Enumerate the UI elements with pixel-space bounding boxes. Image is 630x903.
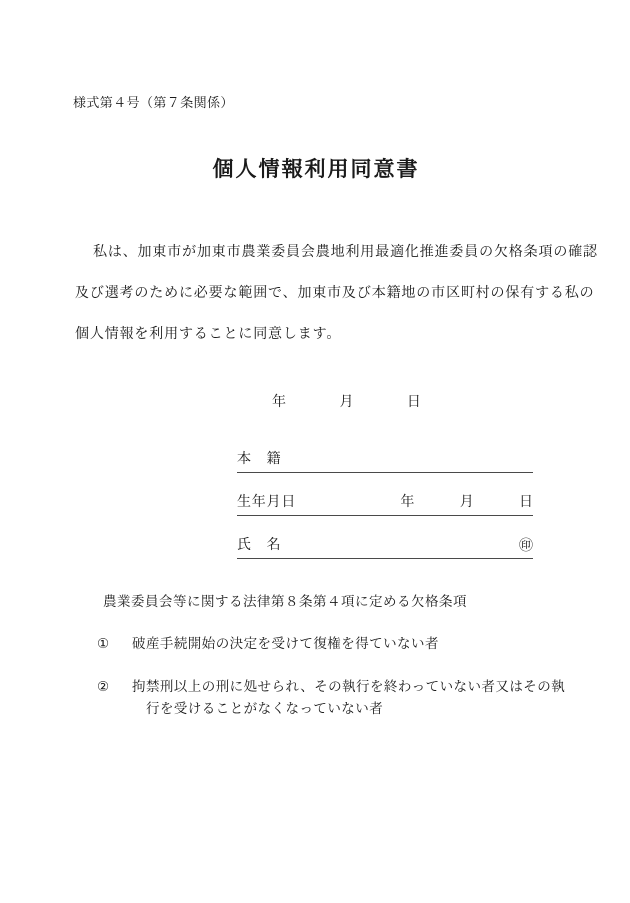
date-year-label: 年: [272, 395, 287, 410]
consent-paragraph-line-3: 個人情報を利用することに同意します。: [75, 327, 342, 342]
form-number: 様式第４号（第７条関係）: [73, 95, 234, 110]
clause-item-text-continued: 行を受けることがなくなっていない者: [146, 701, 384, 716]
signature-date-line: [272, 392, 422, 414]
name-field[interactable]: [237, 518, 533, 559]
clause-item-text: 拘禁刑以上の刑に処せられ、その執行を終わっていない者又はその執: [132, 679, 566, 694]
clause-item-text: 破産手続開始の決定を受けて復権を得ていない者: [132, 636, 439, 651]
clause-item: [75, 633, 545, 655]
date-day-label: 日: [406, 395, 422, 410]
seal-stamp-icon: ㊞: [519, 539, 533, 554]
clause-item-marker: ②: [97, 679, 110, 694]
consent-paragraph-line-2: 及び選考のために必要な範囲で、加東市及び本籍地の市区町村の保有する私の: [75, 286, 595, 301]
document-title: 個人情報利用同意書: [212, 157, 420, 182]
birthdate-year-label: 年: [400, 495, 416, 510]
name-label: 氏 名: [237, 538, 282, 553]
birthdate-field[interactable]: [237, 475, 533, 516]
date-month-label: 月: [339, 395, 355, 410]
birthdate-date-markers: [237, 491, 533, 511]
consent-paragraph-line-1: 私は、加東市が加東市農業委員会農地利用最適化推進委員の欠格条項の確認: [93, 245, 598, 260]
birthdate-day-label: 日: [519, 495, 534, 510]
birthdate-label: 生年月日: [237, 495, 297, 510]
clause-section-heading: 農業委員会等に関する法律第８条第４項に定める欠格条項: [103, 594, 467, 609]
signature-fields: [237, 432, 533, 559]
registered-domicile-field[interactable]: [237, 432, 533, 473]
registered-domicile-label: 本 籍: [237, 452, 282, 467]
consent-paragraph: [75, 232, 598, 355]
disqualification-clause-section: [75, 592, 566, 720]
clause-item-marker: ①: [97, 636, 110, 651]
birthdate-month-label: 月: [459, 495, 475, 510]
clause-item: [75, 676, 566, 720]
